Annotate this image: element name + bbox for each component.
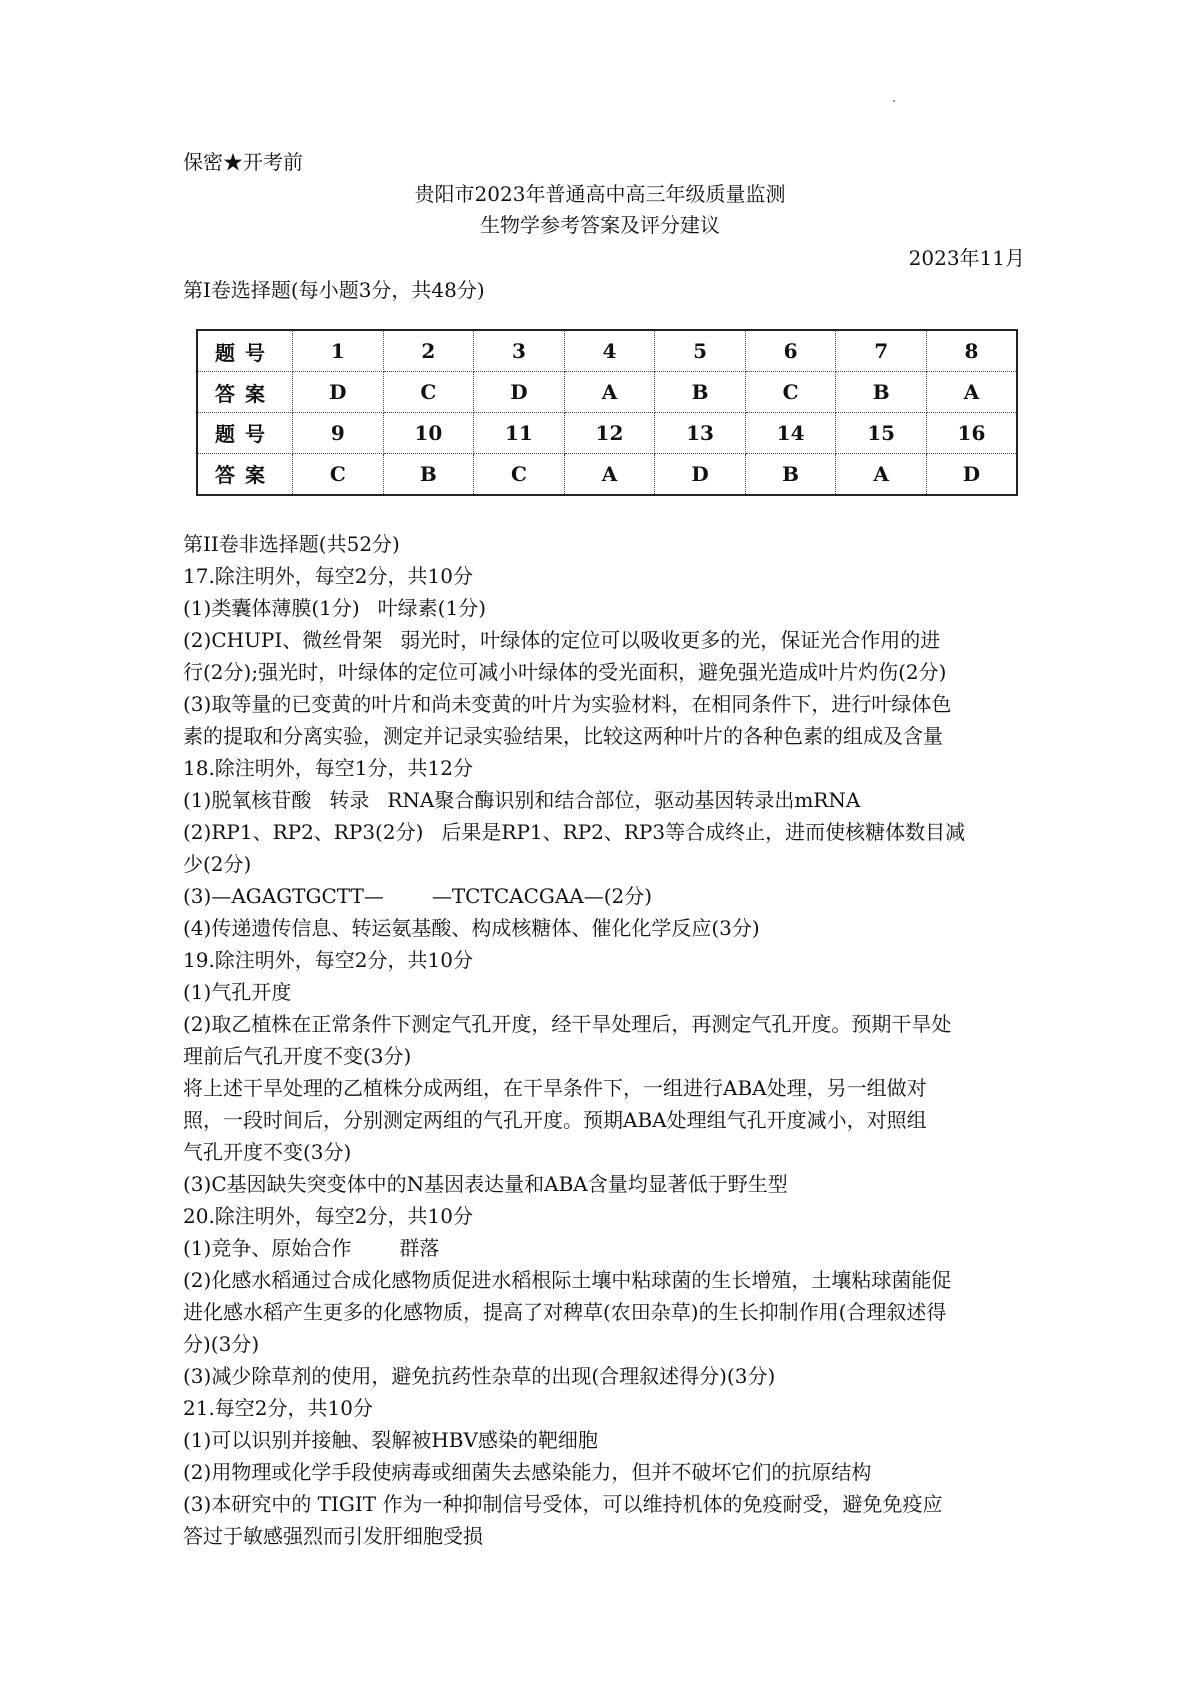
q20-answer-3: (3)减少除草剂的使用，避免抗药性杂草的出现(合理叙述得分)(3分) (183, 1364, 776, 1388)
table-cell: 2 (383, 330, 474, 372)
q19-answer-2-part2: 将上述干旱处理的乙植株分成两组，在干旱条件下，一组进行ABA处理，另一组做对 (183, 1076, 927, 1100)
table-cell: 3 (474, 330, 565, 372)
answer-text: —TCTCACGAA—(2分) (431, 884, 653, 908)
answer-text: 叶绿素(1分) (377, 596, 487, 620)
answer-text: 后果是RP1、RP2、RP3等合成终止，进而使核糖体数目减 (441, 820, 966, 844)
part2-heading: 第II卷非选择题(共52分) (183, 532, 400, 556)
q17-heading: 17.除注明外，每空2分，共10分 (183, 564, 473, 588)
table-cell: B (655, 372, 746, 413)
table-row (197, 453, 1017, 495)
q21-answer-2: (2)用物理或化学手段使病毒或细菌失去感染能力，但并不破坏它们的抗原结构 (183, 1460, 872, 1484)
q20-answer-2-end: 分)(3分) (183, 1332, 260, 1356)
table-cell: 10 (383, 412, 474, 453)
table-row (197, 330, 1017, 372)
q21-heading: 21.每空2分，共10分 (183, 1396, 373, 1420)
answer-text: (2)CHUPI、微丝骨架 (183, 628, 383, 652)
table-cell: A (926, 372, 1017, 413)
q21-answer-3: (3)本研究中的 TIGIT 作为一种抑制信号受体，可以维持机体的免疫耐受，避免免疫应 (183, 1492, 943, 1516)
answer-text: (2)RP1、RP2、RP3(2分) (183, 820, 424, 844)
table-cell: C (474, 453, 565, 495)
q17-answer-2 (183, 624, 1028, 656)
q19-heading: 19.除注明外，每空2分，共10分 (183, 948, 473, 972)
table-cell: D (474, 372, 565, 413)
q19-answer-2-cont: 理前后气孔开度不变(3分) (183, 1044, 412, 1068)
table-cell: 16 (926, 412, 1017, 453)
q17-answer-1 (183, 592, 1028, 624)
table-cell: 4 (564, 330, 655, 372)
table-cell: 12 (564, 412, 655, 453)
table-cell: 5 (655, 330, 746, 372)
q19-answer-2: (2)取乙植株在正常条件下测定气孔开度，经干旱处理后，再测定气孔开度。预期干旱处 (183, 1012, 952, 1036)
q18-answer-4: (4)传递遗传信息、转运氨基酸、构成核糖体、催化化学反应(3分) (183, 916, 760, 940)
q20-answer-1 (183, 1232, 1028, 1264)
answer-text: (1)类囊体薄膜(1分) (183, 596, 360, 620)
table-cell: 15 (836, 412, 927, 453)
table-cell: A (564, 453, 655, 495)
q21-answer-1: (1)可以识别并接触、裂解被HBV感染的靶细胞 (183, 1428, 598, 1452)
document-subtitle: 生物学参考答案及评分建议 (480, 213, 720, 237)
answer-text: 弱光时，叶绿体的定位可以吸收更多的光，保证光合作用的进 (400, 628, 941, 652)
table-cell: 9 (293, 412, 384, 453)
table-row (197, 412, 1017, 453)
document-title: 贵阳市2023年普通高中高三年级质量监测 (414, 182, 786, 206)
row-label: 答案 (197, 453, 293, 495)
q18-answer-1 (183, 784, 1028, 816)
table-cell: 8 (926, 330, 1017, 372)
q18-heading: 18.除注明外，每空1分，共12分 (183, 756, 473, 780)
q19-answer-1: (1)气孔开度 (183, 980, 292, 1004)
q18-answer-2 (183, 816, 1028, 848)
table-cell: B (836, 372, 927, 413)
table-cell: 11 (474, 412, 565, 453)
q17-answer-2-cont: 行(2分);强光时，叶绿体的定位可减小叶绿体的受光面积，避免强光造成叶片灼伤(2分) (183, 660, 947, 684)
answer-text: (1)竞争、原始合作 (183, 1236, 352, 1260)
answer-text: (3)—AGAGTGCTT— (183, 884, 384, 908)
table-cell: 7 (836, 330, 927, 372)
document-date: 2023年11月 (908, 246, 1025, 270)
table-cell: 14 (745, 412, 836, 453)
table-cell: 6 (745, 330, 836, 372)
table-cell: B (745, 453, 836, 495)
table-cell: A (836, 453, 927, 495)
answer-table (196, 329, 1018, 496)
q19-answer-3: (3)C基因缺失突变体中的N基因表达量和ABA含量均显著低于野生型 (183, 1172, 788, 1196)
table-cell: D (926, 453, 1017, 495)
confidential-label: 保密★开考前 (183, 150, 303, 174)
table-cell: 13 (655, 412, 746, 453)
row-label: 答案 (197, 372, 293, 413)
table-cell: C (745, 372, 836, 413)
table-cell: C (293, 453, 384, 495)
answer-text: RNA聚合酶识别和结合部位，驱动基因转录出mRNA (387, 788, 861, 812)
q20-answer-2-cont: 进化感水稻产生更多的化感物质，提高了对稗草(农田杂草)的生长抑制作用(合理叙述得 (183, 1300, 947, 1324)
q18-answer-3 (183, 880, 1028, 912)
q17-answer-3-cont: 素的提取和分离实验，测定并记录实验结果，比较这两种叶片的各种色素的组成及含量 (183, 724, 943, 748)
q20-answer-2: (2)化感水稻通过合成化感物质促进水稻根际土壤中粘球菌的生长增殖，土壤粘球菌能促 (183, 1268, 952, 1292)
q17-answer-3: (3)取等量的已变黄的叶片和尚未变黄的叶片为实验材料，在相同条件下，进行叶绿体色 (183, 692, 952, 716)
table-cell: D (655, 453, 746, 495)
scan-speck (893, 100, 895, 102)
q19-answer-2-part2-end: 气孔开度不变(3分) (183, 1140, 352, 1164)
q20-heading: 20.除注明外，每空2分，共10分 (183, 1204, 473, 1228)
answer-text: 群落 (399, 1236, 440, 1260)
q18-answer-2-cont: 少(2分) (183, 852, 252, 876)
table-cell: C (383, 372, 474, 413)
table-cell: D (293, 372, 384, 413)
row-label: 题号 (197, 330, 293, 372)
answer-text: 转录 (329, 788, 370, 812)
row-label: 题号 (197, 412, 293, 453)
q19-answer-2-part2-cont: 照，一段时间后，分别测定两组的气孔开度。预期ABA处理组气孔开度减小，对照组 (183, 1108, 927, 1132)
table-row (197, 372, 1017, 413)
part1-heading: 第I卷选择题(每小题3分，共48分) (183, 278, 485, 302)
table-cell: A (564, 372, 655, 413)
answer-text: (1)脱氧核苷酸 (183, 788, 312, 812)
q21-answer-3-cont: 答过于敏感强烈而引发肝细胞受损 (183, 1524, 483, 1548)
table-cell: B (383, 453, 474, 495)
table-cell: 1 (293, 330, 384, 372)
